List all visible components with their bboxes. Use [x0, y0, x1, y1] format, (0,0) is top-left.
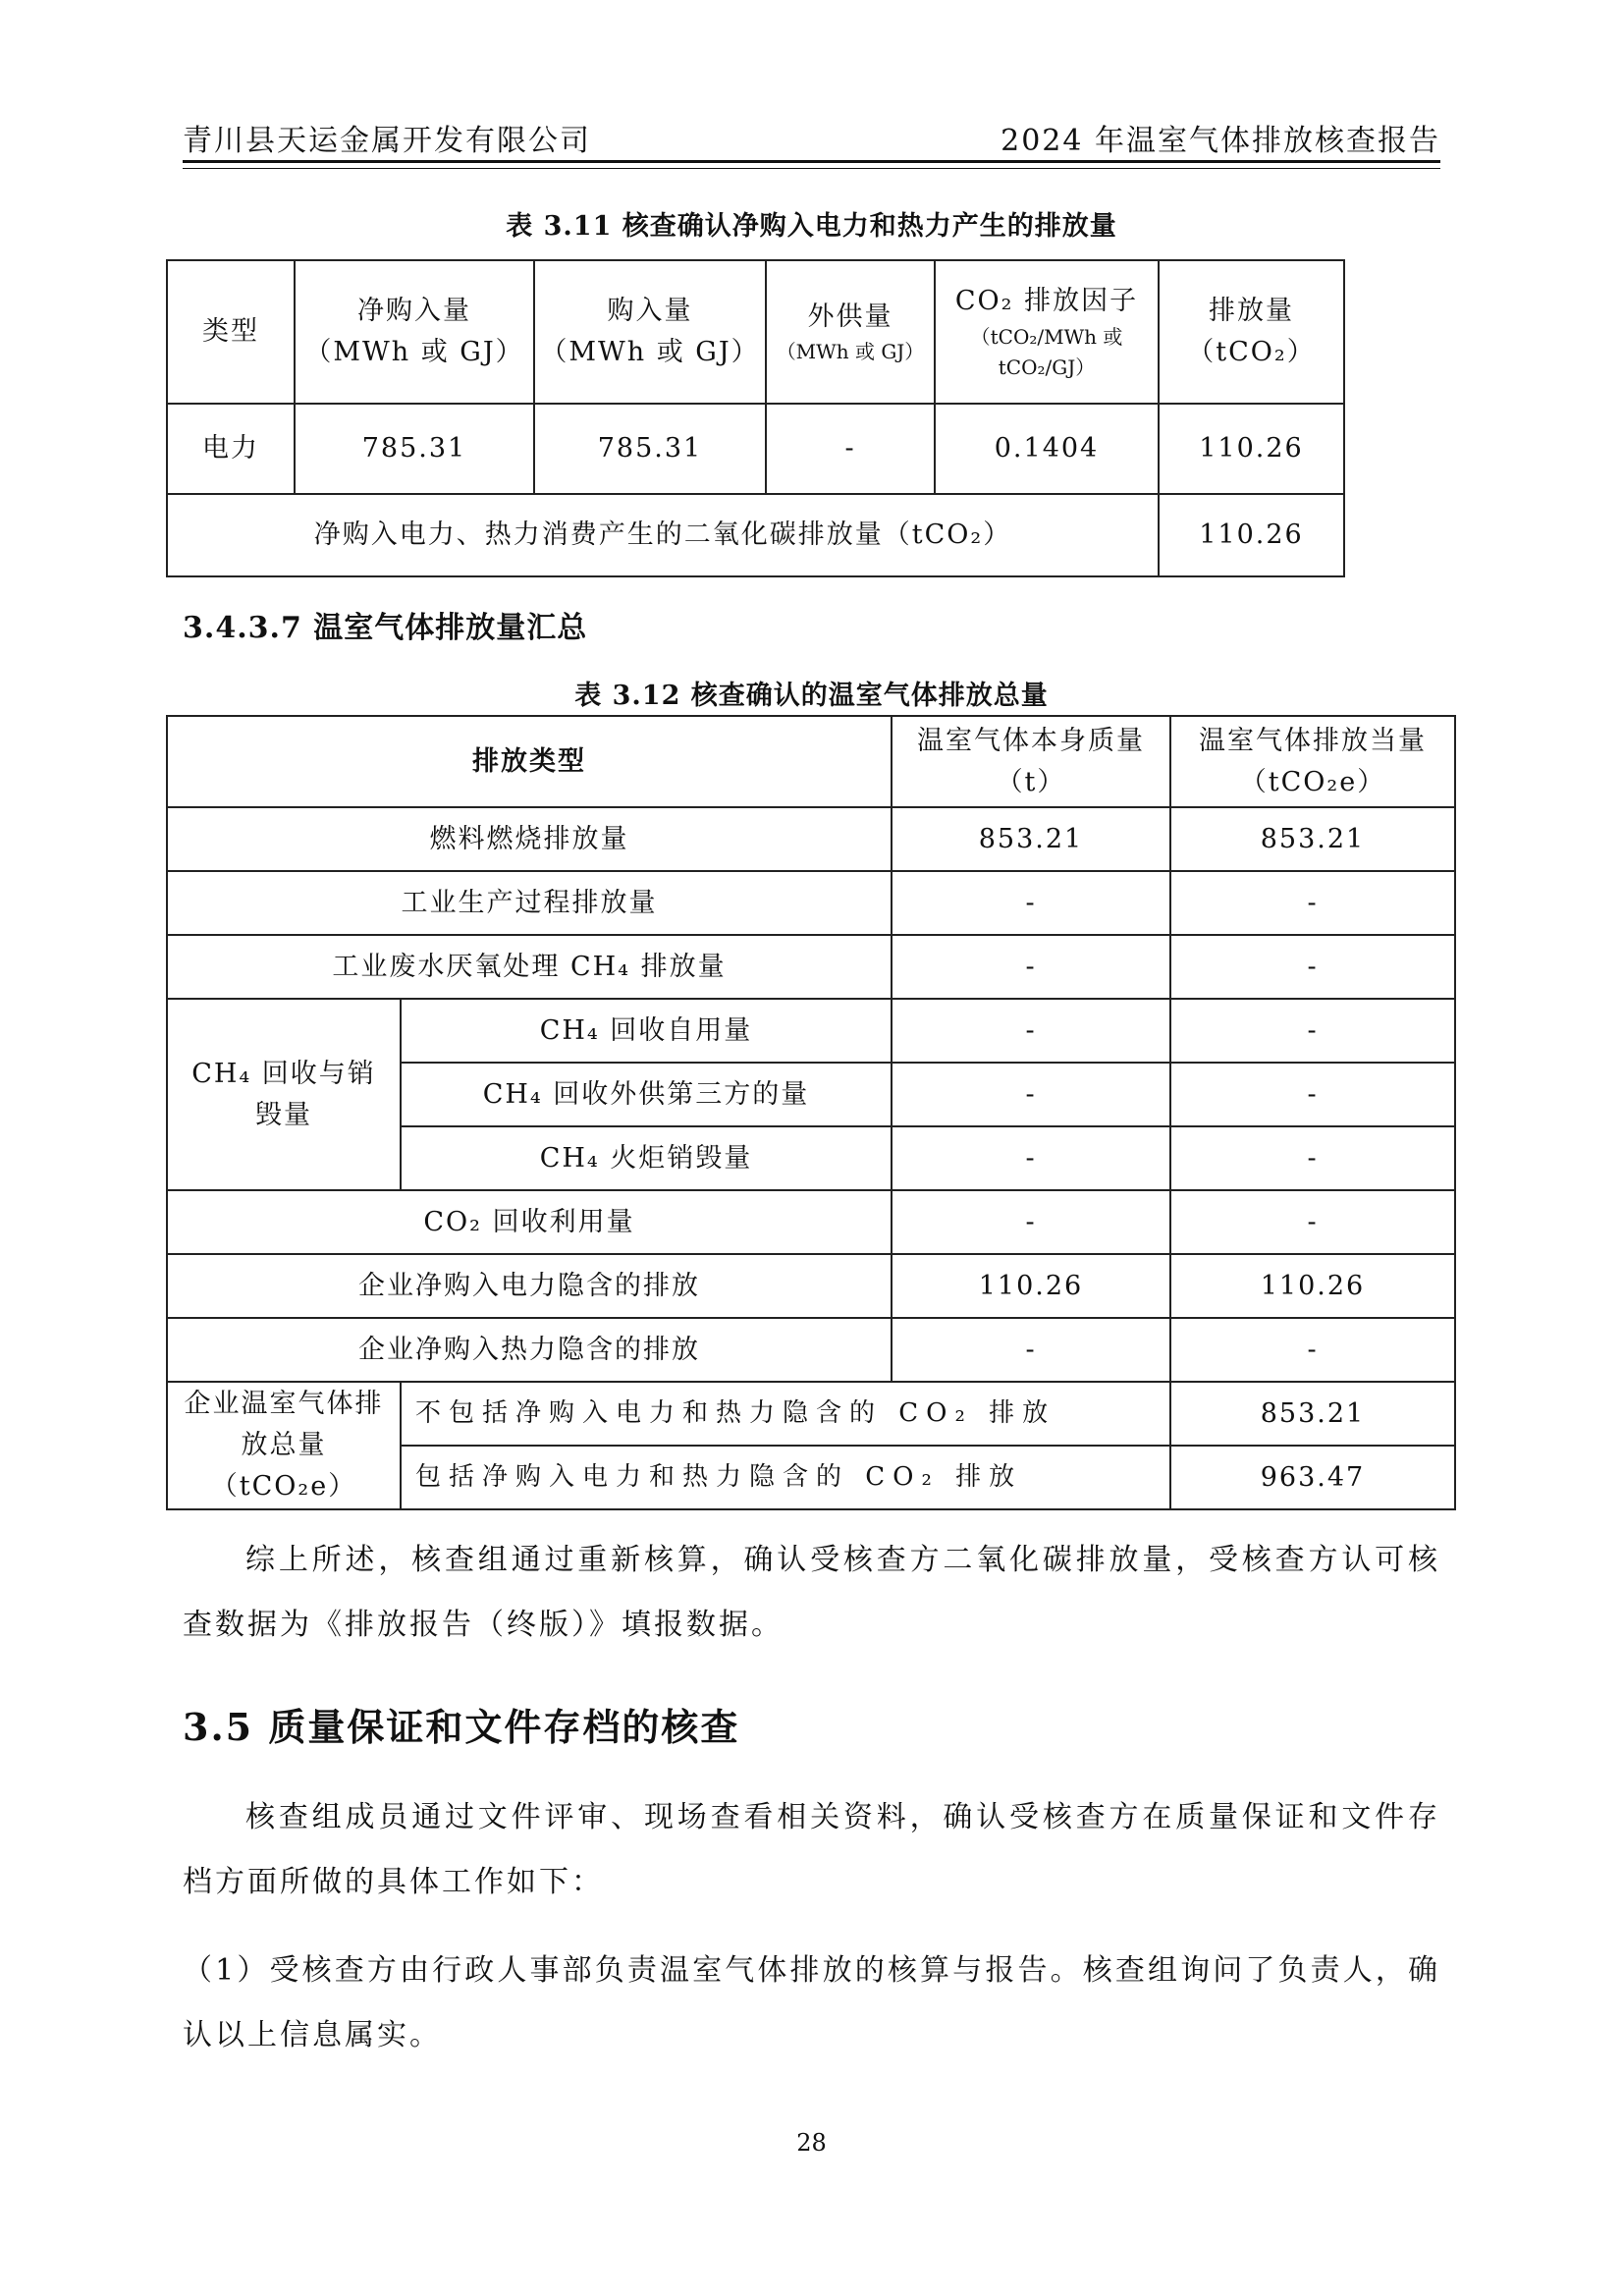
- summary-paragraph: 综上所述，核查组通过重新核算，确认受核查方二氧化碳排放量，受核查方认可核查数据为《排放报告（终版）》填报数据。: [183, 1543, 1440, 1642]
- row-mass: -: [892, 935, 1170, 999]
- header-rule-thin: [183, 168, 1440, 169]
- row-label: CH₄ 回收外供第三方的量: [401, 1063, 892, 1126]
- table-3-12-header-row: [167, 716, 1455, 807]
- row-equiv: -: [1170, 871, 1455, 935]
- col-export-label: 外供量: [807, 301, 893, 332]
- col-emission-label: 排放量: [1209, 296, 1294, 327]
- col-factor-unit-1: （tCO₂/MWh 或: [970, 324, 1123, 349]
- cell-purchase: 785.31: [534, 404, 766, 494]
- cell-factor: 0.1404: [935, 404, 1159, 494]
- header-company: 青川县天运金属开发有限公司: [183, 124, 591, 158]
- col-equiv: 温室气体排放当量（tCO₂e）: [1170, 716, 1455, 807]
- row-mass: -: [892, 1063, 1170, 1126]
- row-label: CO₂ 回收利用量: [167, 1190, 892, 1254]
- col-factor: [935, 260, 1159, 404]
- row-mass: -: [892, 1126, 1170, 1190]
- col-mass: 温室气体本身质量（t）: [892, 716, 1170, 807]
- col-factor-unit-2: tCO₂/GJ）: [998, 355, 1096, 379]
- table-3-11-header-row: [167, 260, 1344, 404]
- col-emission-unit: （tCO₂）: [1187, 337, 1316, 367]
- table-3-12-caption: 表 3.12 核查确认的温室气体排放总量: [574, 681, 1049, 711]
- col-purchase: [534, 260, 766, 404]
- table-total-row: [167, 494, 1344, 576]
- table-3-11: [166, 259, 1345, 577]
- table-row: [167, 807, 1455, 871]
- col-factor-label: CO₂ 排放因子: [954, 286, 1139, 317]
- cell-net-purchase: 785.31: [295, 404, 534, 494]
- col-purchase-unit: （MWh 或 GJ）: [540, 337, 760, 367]
- cell-type: 电力: [167, 404, 295, 494]
- table-row: [167, 1190, 1455, 1254]
- section-3-5-heading: 3.5 质量保证和文件存档的核查: [183, 1705, 740, 1749]
- quality-item-1: （1）受核查方由行政人事部负责温室气体排放的核算与报告。核查组询问了负责人，确认以上信息属实。: [183, 1953, 1440, 2052]
- ch4-group-label: CH₄ 回收与销毁量: [167, 999, 401, 1190]
- row-label: 企业净购入热力隐含的排放: [167, 1318, 892, 1382]
- table-3-12: [166, 715, 1456, 1510]
- row-equiv: -: [1170, 1063, 1455, 1126]
- row-value: 963.47: [1170, 1446, 1455, 1509]
- table-row: [167, 935, 1455, 999]
- section-3-4-3-7-heading: 3.4.3.7 温室气体排放量汇总: [183, 611, 588, 645]
- table-row: [167, 1254, 1455, 1318]
- row-mass: 853.21: [892, 807, 1170, 871]
- row-label: 工业废水厌氧处理 CH₄ 排放量: [167, 935, 892, 999]
- row-mass: -: [892, 871, 1170, 935]
- quality-intro-paragraph: 核查组成员通过文件评审、现场查看相关资料，确认受核查方在质量保证和文件存档方面所做的具体工作如下：: [183, 1800, 1440, 1899]
- row-label: 企业净购入电力隐含的排放: [167, 1254, 892, 1318]
- table-3-11-caption: 表 3.11 核查确认净购入电力和热力产生的排放量: [506, 211, 1117, 242]
- col-net-purchase-label: 净购入量: [357, 296, 471, 327]
- row-equiv: -: [1170, 999, 1455, 1063]
- col-export-unit: （MWh 或 GJ）: [776, 340, 925, 364]
- cell-export: -: [766, 404, 935, 494]
- col-emission-type: 排放类型: [167, 716, 892, 807]
- row-equiv: -: [1170, 1126, 1455, 1190]
- row-label: CH₄ 回收自用量: [401, 999, 892, 1063]
- table-row: [167, 1382, 1455, 1446]
- row-label: CH₄ 火炬销毁量: [401, 1126, 892, 1190]
- row-mass: 110.26: [892, 1254, 1170, 1318]
- cell-total-value: 110.26: [1159, 494, 1344, 576]
- row-equiv: -: [1170, 1318, 1455, 1382]
- table-row: [167, 999, 1455, 1063]
- row-equiv: -: [1170, 935, 1455, 999]
- row-label: 不包括净购入电力和热力隐含的 CO₂ 排放: [401, 1382, 1170, 1446]
- row-label: 燃料燃烧排放量: [167, 807, 892, 871]
- col-net-purchase: [295, 260, 534, 404]
- col-emission: [1159, 260, 1344, 404]
- cell-emission: 110.26: [1159, 404, 1344, 494]
- row-equiv: -: [1170, 1190, 1455, 1254]
- row-mass: -: [892, 1190, 1170, 1254]
- cell-total-label: 净购入电力、热力消费产生的二氧化碳排放量（tCO₂）: [167, 494, 1159, 576]
- col-type: 类型: [167, 260, 295, 404]
- row-value: 853.21: [1170, 1382, 1455, 1446]
- row-label: 包括净购入电力和热力隐含的 CO₂ 排放: [401, 1446, 1170, 1509]
- table-row: [167, 404, 1344, 494]
- row-equiv: 110.26: [1170, 1254, 1455, 1318]
- row-mass: -: [892, 999, 1170, 1063]
- header-report-title: 2024 年温室气体排放核查报告: [1001, 124, 1440, 158]
- row-mass: -: [892, 1318, 1170, 1382]
- table-row: [167, 871, 1455, 935]
- row-label: 工业生产过程排放量: [167, 871, 892, 935]
- total-group-label: 企业温室气体排放总量（tCO₂e）: [167, 1382, 401, 1509]
- col-net-purchase-unit: （MWh 或 GJ）: [304, 337, 524, 367]
- col-purchase-label: 购入量: [607, 296, 693, 327]
- col-export: [766, 260, 935, 404]
- row-equiv: 853.21: [1170, 807, 1455, 871]
- page-number: 28: [796, 2129, 827, 2157]
- header-rule-thick: [183, 160, 1440, 163]
- table-row: [167, 1318, 1455, 1382]
